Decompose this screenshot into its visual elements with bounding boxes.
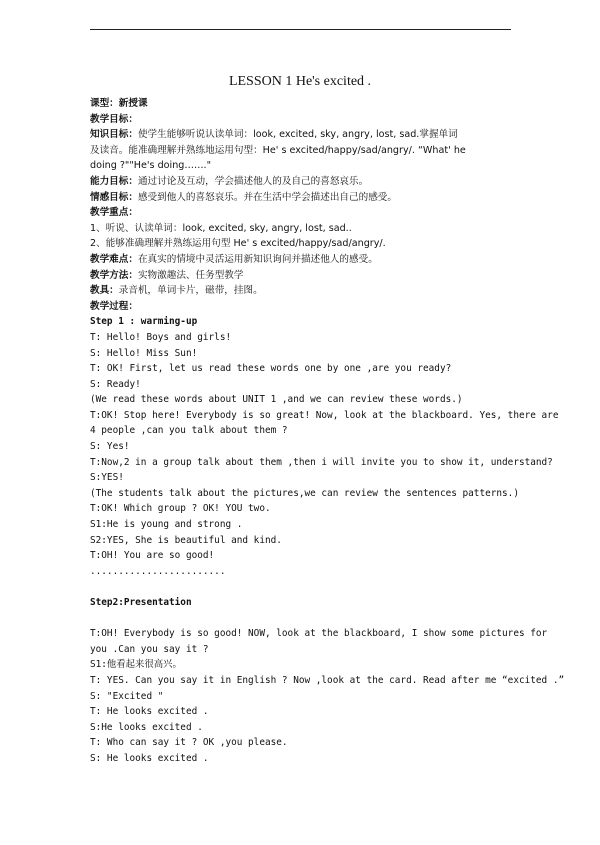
blank-line <box>90 579 512 595</box>
step1-line: S: Ready! <box>90 378 141 390</box>
document-body <box>90 96 565 767</box>
teaching-tools-text: 录音机，单词卡片，磁带，挂图。 <box>118 285 263 297</box>
process-heading: 教学过程： <box>90 300 138 312</box>
step2-line: you .Can you say it ? <box>90 643 209 655</box>
emotion-goal <box>90 190 512 206</box>
step1-line: ........................ <box>90 565 226 577</box>
knowledge-goal-line3: doing ?""He's doing……." <box>90 160 212 172</box>
step1-line: (We read these words about UNIT 1 ,and we can review these words.) <box>90 394 463 406</box>
teaching-methods-label: 教学方法： <box>90 269 138 281</box>
lesson-title: LESSON 1 He's excited . <box>228 74 372 89</box>
step2-line: S1:他看起来很高兴。 <box>90 659 182 671</box>
knowledge-goal-line1 <box>90 127 512 143</box>
step1-line: S: Yes! <box>90 441 130 453</box>
course-type-value: 新授课 <box>118 98 148 109</box>
step1-dialogue <box>90 330 559 580</box>
step2-dialogue <box>90 626 565 766</box>
key-point-2: 2、能够准确理解并熟练运用句型 He' s excited/happy/sad/angry/. <box>90 238 386 250</box>
step1-line: T:Now,2 in a group talk about them ,then i will invite you to show it, understand? <box>90 456 553 468</box>
step2-line: S: He looks excited . <box>90 752 209 764</box>
knowledge-goal-line2: 及读音。能准确理解并熟练地运用句型：He' s excited/happy/sad/angry/. “What' he <box>90 144 466 156</box>
difficult-point-label: 教学难点： <box>90 253 138 265</box>
key-point-1: 1、听说、认读单词：look, excited, sky, angry, lost, sad.. <box>90 222 352 234</box>
ability-goal-text: 通过讨论及互动，学会描述他人的及自己的喜怒哀乐。 <box>137 175 369 187</box>
step1-line: S:YES! <box>90 472 124 484</box>
step1-line: T:OK! Stop here! Everybody is so great! Now, look at the blackboard. Yes, there are <box>90 409 559 421</box>
ability-goal <box>90 174 512 190</box>
teaching-tools <box>90 283 512 299</box>
teaching-tools-label: 教具： <box>90 285 119 297</box>
difficult-point-text: 在真实的情境中灵活运用新知识询问并描述他人的感受。 <box>137 253 378 265</box>
ability-goal-label: 能力目标： <box>90 175 138 187</box>
header-rule <box>90 29 511 30</box>
goals-heading: 教学目标： <box>90 113 138 125</box>
teaching-methods-text: 实物激趣法、任务型教学 <box>137 269 244 281</box>
step1-line: (The students talk about the pictures,we can review the sentences patterns.) <box>90 487 519 499</box>
emotion-goal-label: 情感目标： <box>90 191 138 203</box>
step1-line: T:OH! You are so good! <box>90 550 215 562</box>
blank-line <box>90 611 512 627</box>
step2-line: S: "Excited " <box>90 690 164 702</box>
course-type <box>90 96 512 112</box>
difficult-point <box>90 252 512 268</box>
step2-line: T: YES. Can you say it in English ? Now ,look at the card. Read after me “excited .” <box>90 674 565 686</box>
step1-heading: Step 1 : warming-up <box>90 316 198 328</box>
step1-line: T:OK! Which group ? OK! YOU two. <box>90 503 271 515</box>
step2-line: T: He looks excited . <box>90 706 209 718</box>
step2-line: T: Who can say it ? OK ,you please. <box>90 737 288 749</box>
step1-line: T: Hello! Boys and girls! <box>90 331 232 343</box>
key-points-heading: 教学重点： <box>90 207 138 219</box>
step2-heading: Step2:Presentation <box>90 597 192 608</box>
step1-line: T: OK! First, let us read these words one by one ,are you ready? <box>90 363 452 375</box>
step1-line: S: Hello! Miss Sun! <box>90 347 198 359</box>
step1-line: 4 people ,can you talk about them ? <box>90 425 288 437</box>
course-type-label: 课型： <box>90 98 119 109</box>
step2-line: T:OH! Everybody is so good! NOW, look at the blackboard, I show some pictures for <box>90 628 548 640</box>
teaching-methods <box>90 268 512 284</box>
step1-line: S1:He is young and strong . <box>90 519 243 531</box>
step1-line: S2:YES, She is beautiful and kind. <box>90 534 282 546</box>
knowledge-goal-label: 知识目标： <box>90 129 138 141</box>
knowledge-goal-text: 使学生能够听说认读单词：look, excited, sky, angry, lost, sad.掌握单词 <box>137 129 458 141</box>
emotion-goal-text: 感受到他人的喜怒哀乐。并在生活中学会描述出自己的感受。 <box>137 191 397 203</box>
step2-line: S:He looks excited . <box>90 721 203 733</box>
